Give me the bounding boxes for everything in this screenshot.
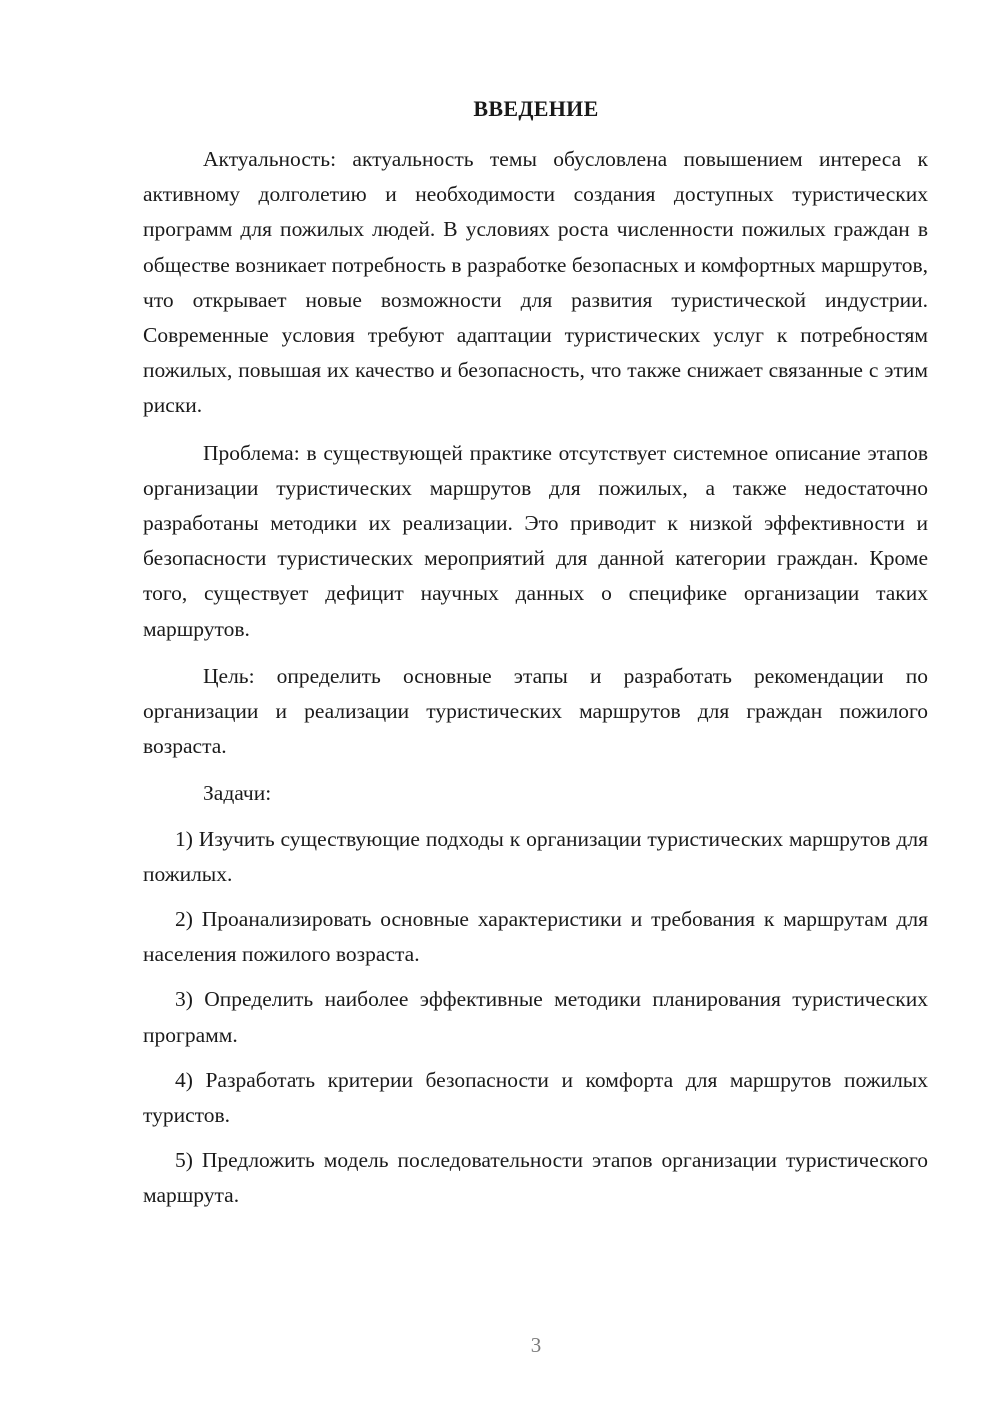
- paragraph-tasks-heading: Задачи:: [203, 781, 272, 806]
- task-item-1: 1) Изучить существующие подходы к организации туристических маршрутов для пожилых.: [143, 826, 928, 886]
- task-item-5: 5) Предложить модель последовательности этапов организации туристического маршрута.: [143, 1148, 928, 1208]
- task-item-4: 4) Разработать критерии безопасности и комфорта для маршрутов пожилых туристов.: [143, 1067, 928, 1128]
- page-title: ВВЕДЕНИЕ: [473, 96, 599, 121]
- paragraph-problem: Проблема: в существующей практике отсутствует системное описание этапов организации туристических маршрутов для пожилых, а также недостаточно разработаны методики их реализации. Это приводит к низкой эффективности и безопасности туристических мероприятий для данной категории граждан. Кроме того, существует дефицит научных данных о специфике организации таких маршрутов.: [143, 440, 928, 641]
- task-item-3: 3) Определить наиболее эффективные методики планирования туристических программ.: [143, 987, 928, 1047]
- page-number: 3: [530, 1333, 542, 1357]
- paragraph-goal: Цель: определить основные этапы и разработать рекомендации по организации и реализации туристических маршрутов для граждан пожилого возраста.: [143, 663, 928, 759]
- task-item-2: 2) Проанализировать основные характеристики и требования к маршрутам для населения пожилого возраста.: [143, 907, 928, 967]
- paragraph-relevance: Актуальность: актуальность темы обусловлена повышением интереса к активному долголетию и необходимости создания доступных туристических программ для пожилых людей. В условиях роста численности пожилых граждан в обществе возникает потребность в разработке безопасных и комфортных маршрутов, что открывает новые возможности для развития туристической индустрии. Современные условия требуют адаптации туристических услуг к потребностям пожилых, повышая их качество и безопасность, что также снижает связанные с этим риски.: [143, 147, 928, 418]
- document-body: [143, 142, 928, 1214]
